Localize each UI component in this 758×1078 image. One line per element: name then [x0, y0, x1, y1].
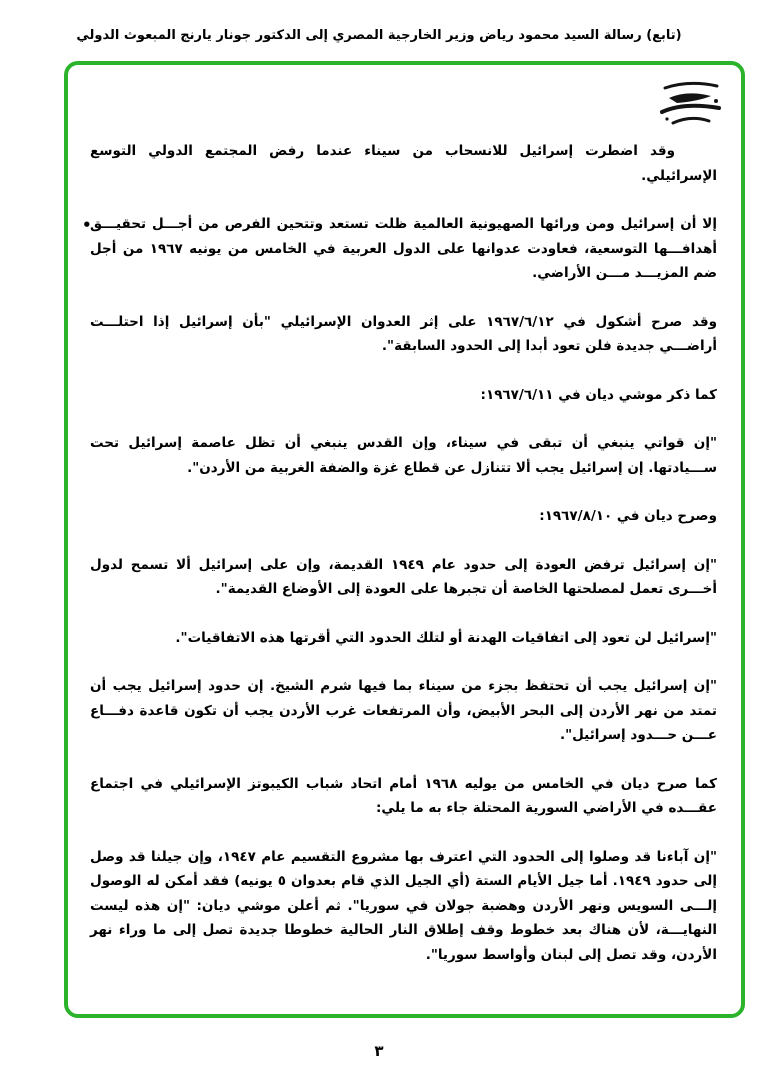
calligraphy-stamp-icon: [657, 79, 725, 133]
paragraph: [90, 139, 717, 188]
paragraph-text: "إن قواتي ينبغي أن تبقى في سيناء، وإن القدس ينبغي أن تظل عاصمة إسرائيل تحت ســـيادتها. إن إسرائيل يجب ألا تتنازل عن قطاع غزة والضفة الغربية من الأردن".: [90, 435, 717, 476]
paragraph-text: إلا أن إسرائيل ومن ورائها الصهيونية العالمية ظلت تستعد وتتحين الفرص من أجـــل تحقيـــق أهدافـــها التوسعية، فعاودت عدوانها على الدول العربية في الخامس من يونيه ١٩٦٧ من أجل ضم المزيـــد مـــن الأراضي.: [90, 216, 717, 281]
paragraph-text: "إن آباءنا قد وصلوا إلى الحدود التي اعترف بها مشروع التقسيم عام ١٩٤٧، وإن جيلنا قد وصل إلى حدود ١٩٤٩. أما جيل الأيام الستة (أي الجيل الذي قام بعدوان ٥ يونيه) فقد أمكن له الوصول إلـــى السويس ونهر الأردن وهضبة جولان في سوريا". ثم أعلن موشي ديان: "إن هذه ليست النهايـــة، لأن هناك بعد خطوط وقف إطلاق النار الحالية خطوطا جديدة تصل إلى ما وراء نهر الأردن، وقد تصل إلى لبنان وأواسط سوريا".: [90, 848, 717, 963]
paragraph: [90, 504, 717, 529]
paragraph-text: وقد اضطرت إسرائيل للانسحاب من سيناء عندما رفض المجتمع الدولي التوسع الإسرائيلي.: [90, 143, 717, 184]
paragraph: [90, 431, 717, 480]
page-number: ٣: [374, 1042, 384, 1060]
paragraph-text: وصرح ديان في ١٩٦٧/٨/١٠:: [539, 508, 717, 524]
paragraph-text: "إن إسرائيل ترفض العودة إلى حدود عام ١٩٤٩ القديمة، وإن على إسرائيل ألا تسمح لدول أخـــرى تعمل لمصلحتها الخاصة أن تجبرها على العودة إلى الأوضاع القديمة".: [90, 556, 717, 597]
page-header-title: (تابع) رسالة السيد محمود رياض وزير الخارجية المصري إلى الدكتور جونار يارنج المبعوث الدولي: [76, 28, 682, 43]
paragraph: [90, 845, 717, 968]
paragraph: [90, 553, 717, 602]
document-frame: [64, 61, 745, 1018]
document-body: [82, 139, 717, 991]
paragraph: [90, 772, 717, 821]
bullet-icon: •: [82, 216, 92, 234]
paragraph-text: كما ذكر موشي ديان في ١٩٦٧/٦/١١:: [480, 386, 717, 403]
paragraph: [90, 383, 717, 408]
paragraph: [82, 212, 717, 286]
paragraph: [90, 310, 717, 359]
paragraph: [90, 674, 717, 748]
paragraph-text: كما صرح ديان في الخامس من يوليه ١٩٦٨ أمام اتحاد شباب الكيبوتز الإسرائيلي في اجتماع عقـــده في الأراضي السورية المحتلة جاء به ما يلي:: [90, 775, 717, 816]
paragraph-text: وقد صرح أشكول في ١٩٦٧/٦/١٢ على إثر العدوان الإسرائيلي "بأن إسرائيل إذا احتلـــت أراضـــي جديدة فلن تعود أبدا إلى الحدود السابقة".: [90, 313, 717, 354]
paragraph-text: "إن إسرائيل يجب أن تحتفظ بجزء من سيناء بما فيها شرم الشيخ. إن حدود إسرائيل يجب أن تمتد من نهر الأردن إلى البحر الأبيض، وأن المرتفعات غرب الأردن يجب أن تكون قاعدة دفـــاع عـــن حـــدود إسرائيل".: [90, 678, 717, 743]
paragraph-text: "إسرائيل لن تعود إلى اتفاقيات الهدنة أو لتلك الحدود التي أقرتها هذه الاتفاقيات".: [175, 629, 717, 646]
paragraph: [90, 626, 717, 651]
